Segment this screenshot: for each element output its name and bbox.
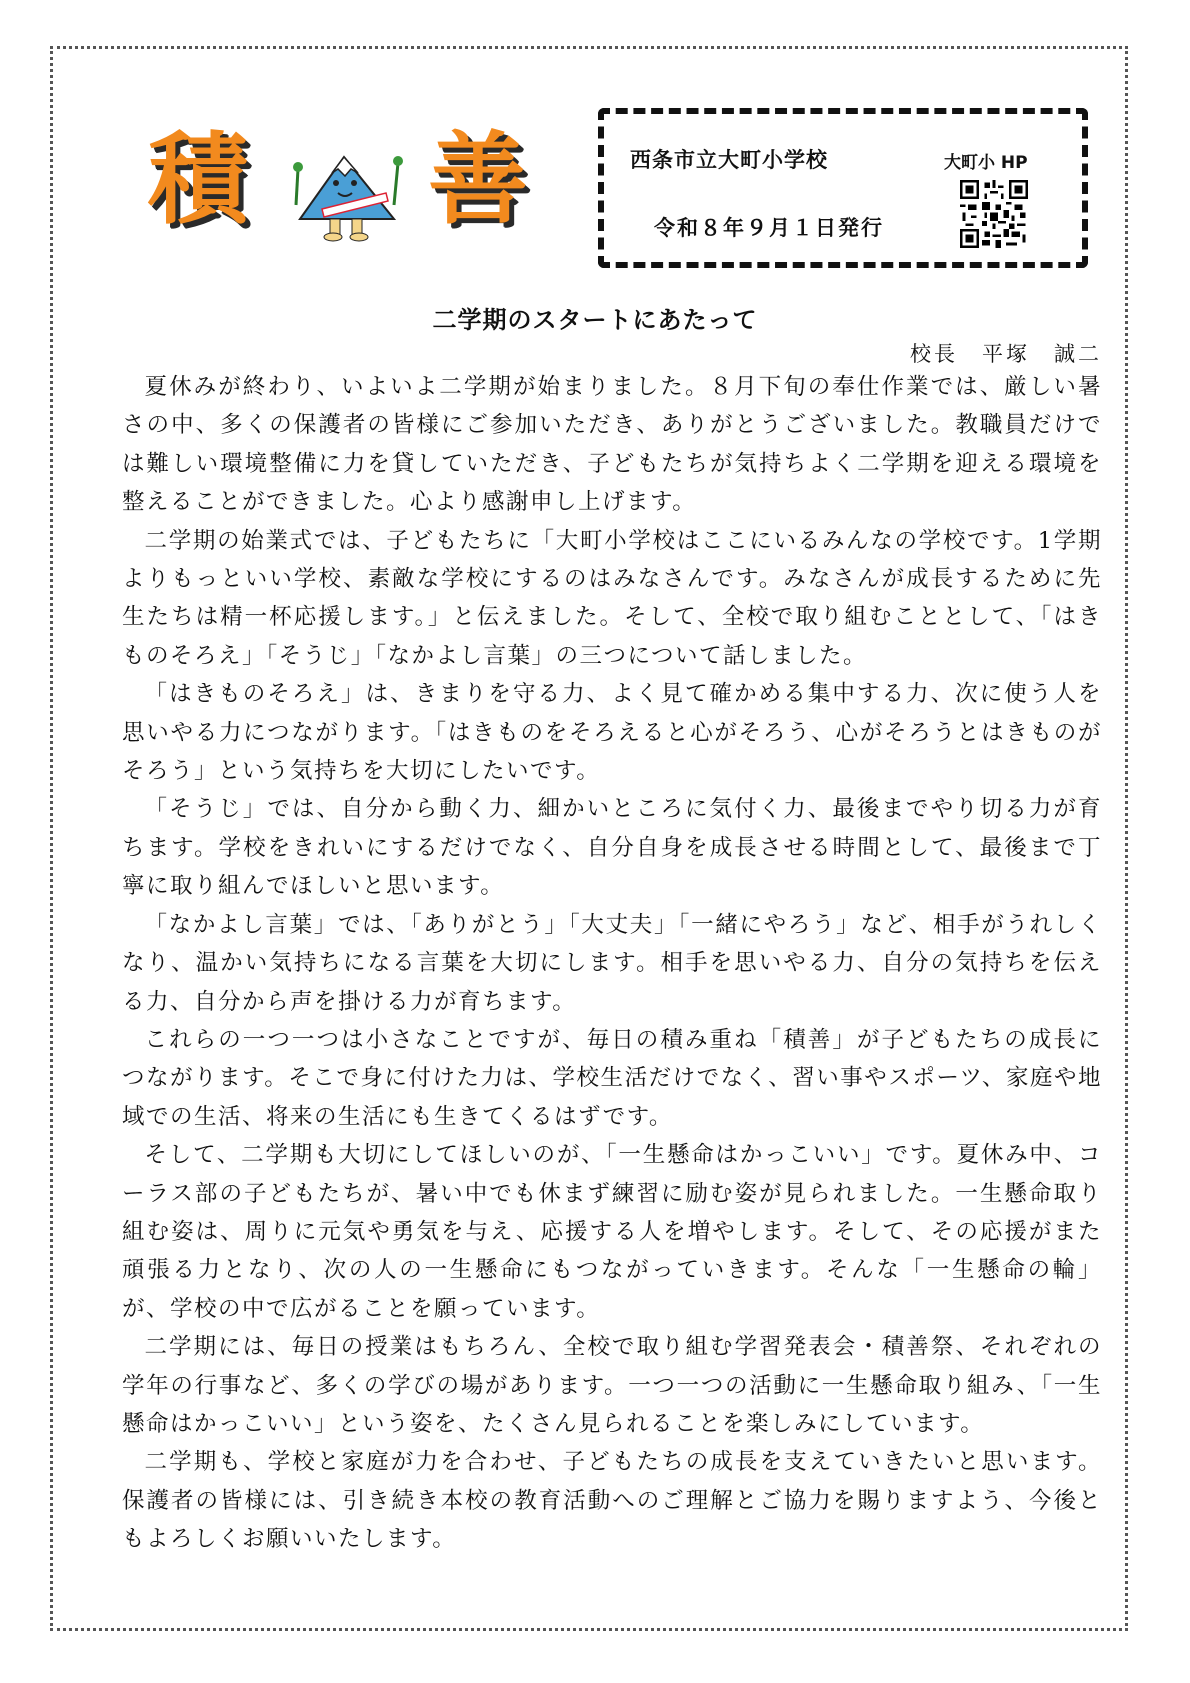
article-paragraph: 二学期には、毎日の授業はもちろん、全校で取り組む学習発表会・積善祭、それぞれの学年の行事など、多くの学びの場があります。一つ一つの活動に一生懸命取り組み、「一生懸命はかっこいい」という姿を、たくさん見られることを楽しみにしています。 <box>122 1334 1102 1437</box>
homepage-label: 大町小 HP <box>944 153 1028 173</box>
article-paragraph: 夏休みが終わり、いよいよ二学期が始まりました。８月下旬の奉仕作業では、厳しい暑さの中、多くの保護者の皆様にご参加いただき、ありがとうございました。教職員だけでは難しい環境整備に力を貸していただき、子どもたちが気持ちよく二学期を迎える環境を整えることができました。心より感謝申し上げます。 <box>122 374 1102 516</box>
article-paragraph: これらの一つ一つは小さなことですが、毎日の積み重ね「積善」が子どもたちの成長につながります。そこで身に付けた力は、学校生活だけでなく、習い事やスポーツ、家庭や地域での生活、将来の生活にも生きてくるはずです。 <box>122 1026 1102 1130</box>
article-paragraph: 「なかよし言葉」では、「ありがとう」「大丈夫」「一緒にやろう」など、相手がうれしくなり、温かい気持ちになる言葉を大切にします。相手を思いやる力、自分の気持ちを伝える力、自分から声を掛ける力が育ちます。 <box>122 911 1102 1015</box>
issue-date: 令和８年９月１日発行 <box>654 216 884 240</box>
article-body <box>122 368 1102 1559</box>
article-paragraph: 二学期の始業式では、子どもたちに「大町小学校はここにいるみんなの学校です。1学期よりもっといい学校、素敵な学校にするのはみなさんです。みなさんが成長するために先生たちは精一杯応援します。」と伝えました。そして、全校で取り組むこととして、「はきものそろえ」「そうじ」「なかよし言葉」の三つについて話しました。 <box>122 527 1102 669</box>
mountain-mascot-icon <box>288 143 408 243</box>
school-name: 西条市立大町小学校 <box>630 148 828 172</box>
article-paragraph: そして、二学期も大切にしてほしいのが、「一生懸命はかっこいい」です。夏休み中、コーラス部の子どもたちが、暑い中でも休まず練習に励む姿が見られました。一生懸命取り組む姿は、周りに元気や勇気を与え、応援する人を増やします。そして、その応援がまた頑張る力となり、次の人の一生懸命にもつながっていきます。そんな「一生懸命の輪」が、学校の中で広がることを願っています。 <box>122 1142 1102 1322</box>
masthead-title-char-1: 積 <box>148 121 248 238</box>
qr-code-icon[interactable] <box>960 180 1028 248</box>
article-title: 二学期のスタートにあたって <box>432 305 758 334</box>
article-paragraph: 二学期も、学校と家庭が力を合わせ、子どもたちの成長を支えていきたいと思います。保護者の皆様には、引き続き本校の教育活動へのご理解とご協力を賜りますよう、今後ともよろしくお願いいたします。 <box>122 1449 1102 1553</box>
article-paragraph: 「はきものそろえ」は、きまりを守る力、よく見て確かめる集中する力、次に使う人を思いやる力につながります。「はきものをそろえると心がそろう、心がそろうとはきものがそろう」という気持ちを大切にしたいです。 <box>122 681 1102 785</box>
article-paragraph: 「そうじ」では、自分から動く力、細かいところに気付く力、最後までやり切る力が育ちます。学校をきれいにするだけでなく、自分自身を成長させる時間として、最後まで丁寧に取り組んでほしいと思います。 <box>122 796 1102 900</box>
masthead <box>140 121 560 255</box>
article-author: 校長 平塚 誠二 <box>910 342 1102 366</box>
masthead-title-char-2: 善 <box>428 121 528 238</box>
school-info-box <box>598 108 1088 268</box>
